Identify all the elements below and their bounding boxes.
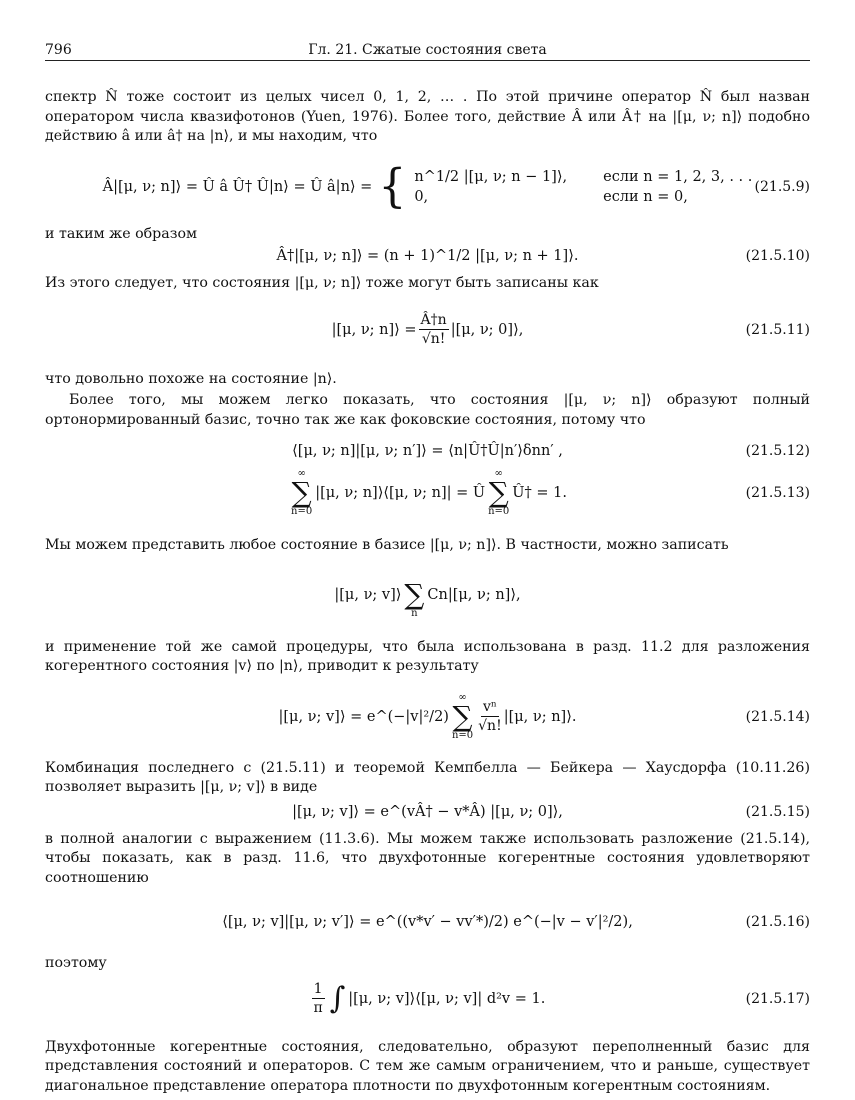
eq13-middle: |[μ, ν; n]⟩⟨[μ, ν; n]| = Û [315, 485, 486, 501]
paragraph-7: и применение той же самой процедуры, что была использована в разд. 11.2 для разложения когерентного состояния |v⟩ по |n⟩, приводит к результату [45, 638, 810, 674]
equation-expansion [45, 562, 810, 628]
paragraph-4: что довольно похоже на состояние |n⟩. [45, 370, 337, 387]
sum-sign-icon: ∑ n [404, 577, 425, 619]
eq11-number: (21.5.11) [745, 321, 810, 338]
eq11-lhs: |[μ, ν; n]⟩ = [331, 321, 417, 338]
eq13-number: (21.5.13) [745, 485, 810, 501]
eq11-fraction [419, 312, 449, 347]
eq16-body: ⟨[μ, ν; v]|[μ, ν; v′]⟩ = e^((v*v′ − vv′*)/2) e^(−|v − v′|²/2), [222, 914, 633, 930]
eq9-cond1: если n = 1, 2, 3, . . . [603, 168, 753, 185]
eqA-lhs: |[μ, ν; v]⟩ [334, 586, 402, 603]
equation-21-5-9 [45, 153, 810, 221]
eq14-rhs: |[μ, ν; n]⟩. [503, 708, 577, 725]
paragraph-9: в полной аналогии с выражением (11.3.6). Мы можем также использовать разложение (21.5.14), чтобы показать, как в разд. 11.6, что двухфотонные когерентные состояния удовлетворяют соотношению [45, 830, 810, 886]
eq9-lhs: Â|[μ, ν; n]⟩ = Û â Û† Û|n⟩ = Û â|n⟩ = [102, 178, 373, 195]
eqA-rhs: Cn|[μ, ν; n]⟩, [427, 586, 521, 603]
paragraph-10: поэтому [45, 955, 107, 971]
eq13-rhs: Û† = 1. [512, 485, 567, 501]
eq14-numerator: vⁿ [482, 699, 497, 715]
eq9-cases [378, 159, 753, 213]
eq12-body: ⟨[μ, ν; n]|[μ, ν; n′]⟩ = ⟨n|Û†Û|n′⟩δnn′ , [292, 443, 563, 459]
paragraph-11: Двухфотонные когерентные состояния, следовательно, образуют переполненный базис для представления состояний и операторов. С тем же самым ограничением, что и раньше, существует диагональное представление оператора плотности по двухфотонным когерентным состояниям. [45, 1038, 810, 1094]
eq9-cond2: если n = 0, [603, 188, 688, 205]
eq17-denominator: π [313, 1000, 323, 1016]
eq15-number: (21.5.15) [745, 803, 810, 820]
left-brace-icon: { [378, 159, 407, 213]
eq17-number: (21.5.17) [745, 990, 810, 1007]
equation-21-5-12 [45, 436, 810, 466]
paragraph-2: и таким же образом [45, 225, 198, 242]
eq17-numerator: 1 [313, 981, 323, 997]
paragraph-6: Мы можем представить любое состояние в базисе |[μ, ν; n]⟩. В частности, можно записать [45, 537, 729, 553]
eq9-case2: 0, [414, 188, 429, 205]
eq11-rhs: |[μ, ν; 0]⟩, [450, 321, 524, 338]
equation-21-5-15 [45, 798, 810, 826]
sum-sign-icon: ∞ ∑ n=0 [488, 468, 510, 517]
chapter-title: Гл. 21. Сжатые состояния света [308, 42, 547, 58]
eq12-number: (21.5.12) [745, 443, 810, 459]
equation-21-5-17 [45, 974, 810, 1024]
integral-sign-icon: ∫ [329, 981, 346, 1016]
eq10-body: Â†|[μ, ν; n]⟩ = (n + 1)^1/2 |[μ, ν; n + 1]⟩. [276, 248, 579, 264]
eq9-number: (21.5.9) [754, 178, 810, 195]
eq14-denominator: √n! [478, 718, 502, 734]
equation-21-5-16 [45, 896, 810, 948]
eq16-number: (21.5.16) [745, 914, 810, 930]
paragraph-3: Из этого следует, что состояния |[μ, ν; n]⟩ тоже могут быть записаны как [45, 275, 599, 291]
eq9-case1: n^1/2 |[μ, ν; n − 1]⟩, [414, 168, 568, 185]
equation-21-5-14 [45, 681, 810, 753]
running-header [45, 38, 810, 61]
eq14-number: (21.5.14) [745, 708, 810, 725]
eq11-numerator: Â†n [420, 312, 447, 328]
sum-sign-icon: ∞ ∑ n=0 [291, 468, 313, 517]
eq15-body: |[μ, ν; v]⟩ = e^(vÂ† − v*Â) |[μ, ν; 0]⟩, [292, 803, 563, 820]
equation-21-5-13 [45, 466, 810, 520]
paragraph-8: Комбинация последнего с (21.5.11) и теоремой Кемпбелла — Бейкера — Хаусдорфа (10.11.26) позволяет выразить |[μ, ν; v]⟩ в виде [45, 759, 810, 795]
eq11-denominator: √n! [421, 331, 446, 347]
eq10-number: (21.5.10) [745, 248, 810, 264]
eq14-fraction [478, 699, 502, 734]
page [45, 38, 810, 1096]
sum-sign-icon: ∞ ∑ n=0 [451, 691, 474, 741]
page-number: 796 [45, 42, 72, 58]
eq17-fraction [312, 981, 325, 1016]
eq17-rhs: |[μ, ν; v]⟩⟨[μ, ν; v]| d²v = 1. [348, 990, 546, 1007]
paragraph-5: Более того, мы можем легко показать, что состояния |[μ, ν; n]⟩ образуют полный ортонормированный базис, точно так же как фоковские состояния, потому что [45, 392, 810, 428]
eq14-lhs: |[μ, ν; v]⟩ = e^(−|v|²/2) [278, 708, 449, 725]
equation-21-5-10 [45, 244, 810, 268]
paragraph-1: спектр N̂ тоже состоит из целых чисел 0, 1, 2, … . По этой причине оператор N̂ был назван оператором числа квазифотонов (Yuen, 1976). Более того, действие Â или Â† на |[μ, ν; n]⟩ подобно действию â или â† на |n⟩, и мы находим, что [45, 89, 810, 144]
equation-21-5-11 [45, 294, 810, 366]
